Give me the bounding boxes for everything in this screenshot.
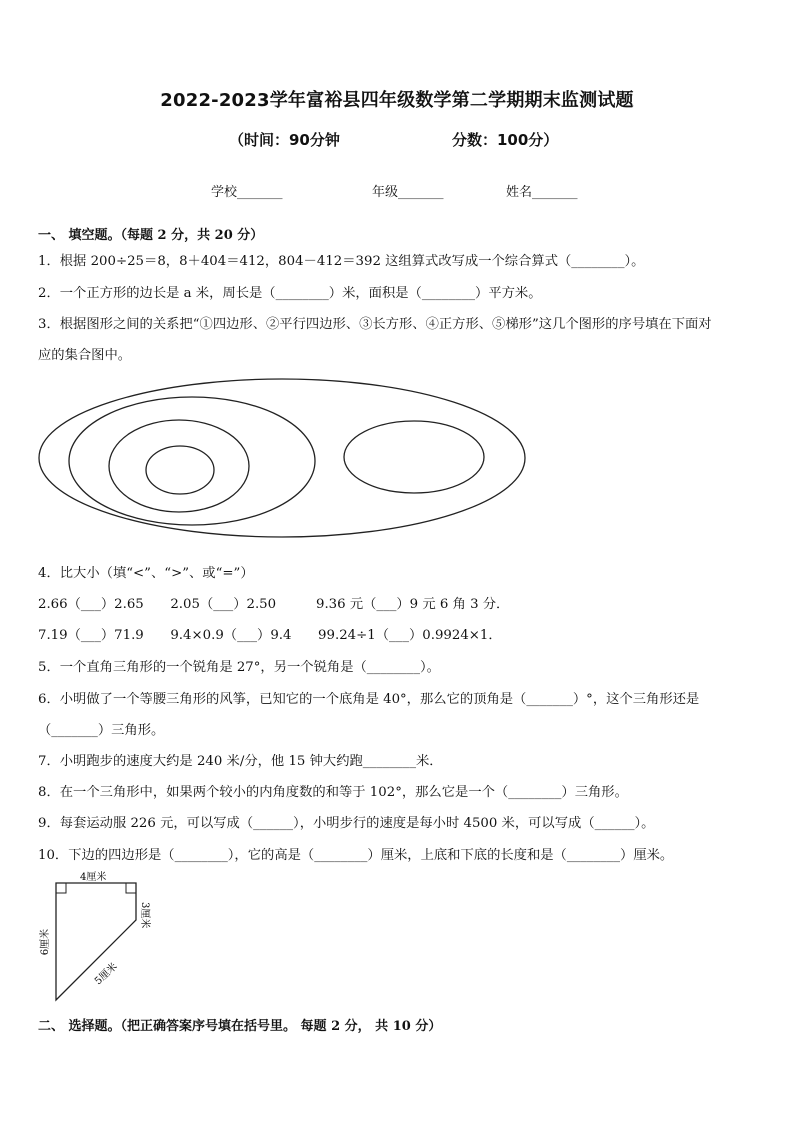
question-10: 10．下边的四边形是（________），它的高是（________）厘米，上底和下底的长度和是（________）厘米。 <box>38 848 674 863</box>
right-angle-mark-left <box>56 883 66 893</box>
question-6-line-1: 6．小明做了一个等腰三角形的风筝，已知它的一个底角是 40°，那么它的顶角是（_______）°，这个三角形还是 <box>38 692 700 707</box>
exam-time: （时间：90分钟 <box>229 131 340 149</box>
question-7: 7．小明跑步的速度大约是 240 米/分，他 15 钟大约跑________米． <box>38 754 443 769</box>
question-9: 9．每套运动服 226 元，可以写成（______），小明步行的速度是每小时 4500 米，可以写成（______）。 <box>38 816 655 831</box>
exam-score: 分数：100分） <box>452 131 559 149</box>
question-4: 4．比大小（填“<”、“>”、或“=”） <box>38 566 254 581</box>
question-8: 8．在一个三角形中，如果两个较小的内角度数的和等于 102°，那么它是一个（________）三角形。 <box>38 785 628 800</box>
second-set-ellipse <box>69 397 315 525</box>
slant-side-label: 5厘米 <box>92 961 120 988</box>
question-2: 2．一个正方形的边长是 a 米，周长是（________）米，面积是（________）平方米。 <box>38 286 542 301</box>
name-field: 姓名_______ <box>506 185 578 200</box>
question-4-row-2: 7.19（___）71.9 9.4×0.9（___）9.4 99.24÷1（___）0.9924×1． <box>38 628 502 643</box>
question-3-line-2: 应的集合图中。 <box>38 348 132 363</box>
top-side-label: 4厘米 <box>80 872 107 883</box>
question-3-line-1: 3．根据图形之间的关系把“①四边形、②平行四边形、③长方形、④正方形、⑤梯形”这几个图形的序号填在下面对 <box>38 317 712 332</box>
outer-set-ellipse <box>39 379 525 537</box>
right-set-ellipse <box>344 421 484 493</box>
right-side-label: 3厘米 <box>139 902 150 929</box>
inner-set-ellipse <box>146 446 214 494</box>
section-2-heading: 二、 选择题。（把正确答案序号填在括号里。 每题 2 分， 共 10 分） <box>38 1019 442 1034</box>
grade-field: 年级_______ <box>372 185 444 200</box>
question-6-line-2: （_______）三角形。 <box>38 723 165 738</box>
question-1: 1．根据 200÷25＝8，8＋404＝412，804－412＝392 这组算式改写成一个综合算式（________）。 <box>38 254 645 269</box>
section-1-heading: 一、 填空题。（每题 2 分，共 20 分） <box>38 228 264 243</box>
right-angle-mark-right <box>126 883 136 893</box>
third-set-ellipse <box>109 420 249 512</box>
question-4-row-1: 2.66（___）2.65 2.05（___）2.50 9.36 元（___）9 元 6 角 3 分． <box>38 597 510 612</box>
left-side-label: 6厘米 <box>40 928 51 956</box>
question-5: 5．一个直角三角形的一个锐角是 27°，另一个锐角是（________）。 <box>38 660 440 675</box>
set-diagram <box>0 360 794 560</box>
page-title: 2022-2023学年富裕县四年级数学第二学期期末监测试题 <box>160 90 634 111</box>
trapezoid-figure <box>30 868 170 1008</box>
school-field: 学校_______ <box>211 185 283 200</box>
